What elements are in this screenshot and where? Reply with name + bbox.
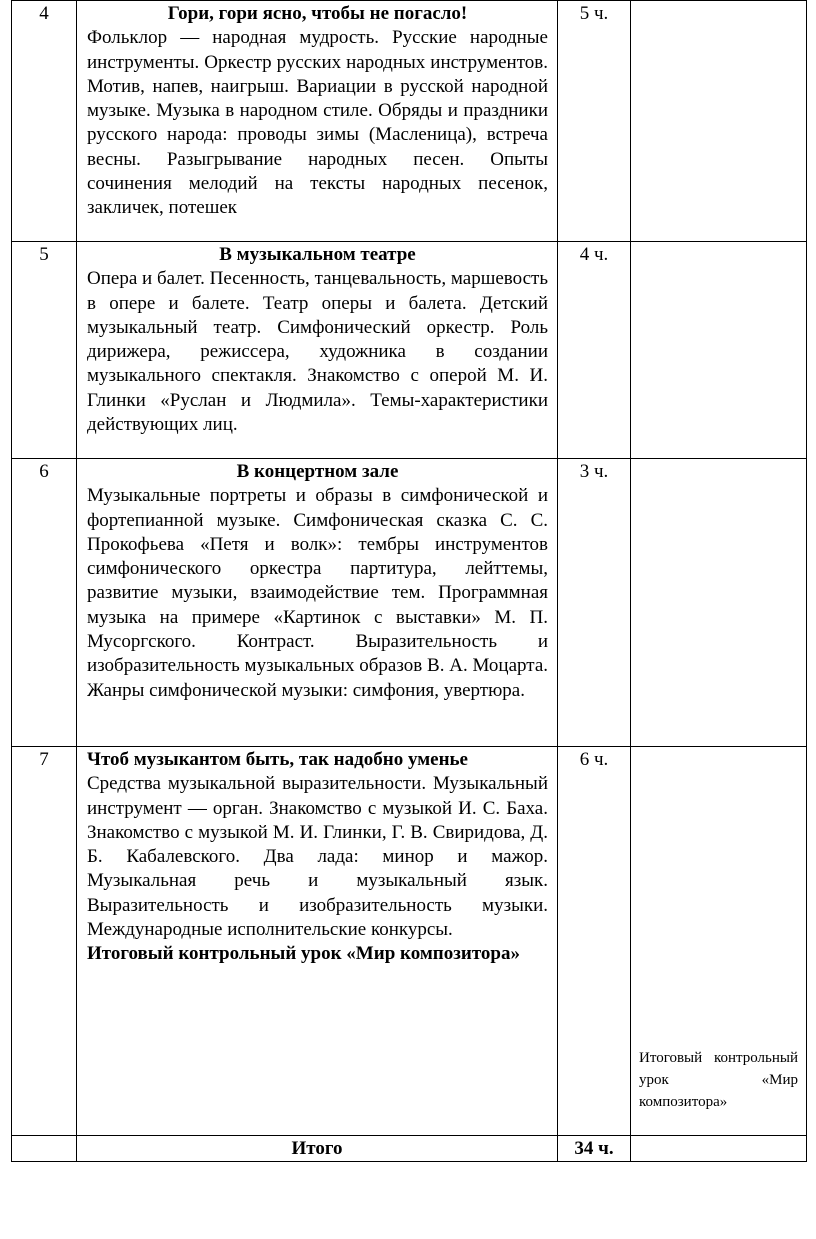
topic-cell <box>77 242 558 459</box>
topic-text: Средства музыкальной выразительности. Музыкальный инструмент — орган. Знакомство с музыкой И. С. Баха. Знакомство с музыкой М. И. Глинки, Г. В. Свиридова, Д. Б. Кабалевского. Два лада: минор и мажор. Музыкальная речь и музыкальный язык. Выразительность и изобразительность музыки. Международные исполнительские конкурсы. <box>87 773 548 941</box>
row-number: 7 <box>12 747 77 1136</box>
row-number: 5 <box>12 242 77 459</box>
notes-cell <box>631 747 807 1136</box>
hours-cell: 4 ч. <box>558 242 631 459</box>
final-lesson-title: Итоговый контрольный урок «Мир композитора» <box>87 943 520 965</box>
notes-cell <box>631 1 807 242</box>
topic-cell <box>77 747 558 1136</box>
topic-title: В концертном зале <box>236 461 399 482</box>
table-row <box>12 1 807 242</box>
hours-cell: 5 ч. <box>558 1 631 242</box>
topic-text: Фольклор — народная мудрость. Русские народные инструменты. Оркестр русских народных инструментов. Мотив, напев, наигрыш. Вариации в русской народной музыке. Музыка в народном стиле. Обряды и праздники русского народа: проводы зимы (Масленица), встреча весны. Разыгрывание народных песен. Опыты сочинения мелодий на тексты народных песенок, закличек, потешек <box>87 27 548 219</box>
empty-cell <box>12 1136 77 1162</box>
final-lesson-note: Итоговый контрольный урок «Мир композитора» <box>639 1050 798 1110</box>
total-hours: 34 ч. <box>558 1136 631 1162</box>
topic-text: Музыкальные портреты и образы в симфонической и фортепианной музыке. Симфоническая сказка С. С. Прокофьева «Петя и волк»: тембры инструментов симфонического оркестра партитура, лейттемы, развитие музыки, взаимодействие тем. Программная музыка на примере «Картинок с выставки» М. П. Мусоргского. Контраст. Выразительность и изобразительность музыкальных образов В. А. Моцарта. Жанры симфонической музыки: симфония, увертюра. <box>87 485 548 701</box>
notes-cell <box>631 459 807 747</box>
row-number: 4 <box>12 1 77 242</box>
table-row <box>12 242 807 459</box>
hours-cell: 3 ч. <box>558 459 631 747</box>
topic-cell <box>77 1 558 242</box>
empty-cell <box>631 1136 807 1162</box>
hours-cell: 6 ч. <box>558 747 631 1136</box>
thematic-plan-table <box>11 0 807 1162</box>
notes-cell <box>631 242 807 459</box>
topic-text: Опера и балет. Песенность, танцевальность, маршевость в опере и балете. Театр оперы и балета. Детский музыкальный театр. Симфонический оркестр. Роль дирижера, режиссера, художника в создании музыкального спектакля. Знакомство с оперой М. И. Глинки «Руслан и Людмила». Темы-характеристики действующих лиц. <box>87 268 548 436</box>
table-row <box>12 459 807 747</box>
table-row <box>12 747 807 1136</box>
total-row <box>12 1136 807 1162</box>
topic-title: Чтоб музыкантом быть, так надобно уменье <box>87 749 468 770</box>
row-number: 6 <box>12 459 77 747</box>
topic-cell <box>77 459 558 747</box>
topic-title: Гори, гори ясно, чтобы не погасло! <box>167 3 468 24</box>
topic-title: В музыкальном театре <box>219 244 416 265</box>
total-label: Итого <box>77 1136 558 1162</box>
